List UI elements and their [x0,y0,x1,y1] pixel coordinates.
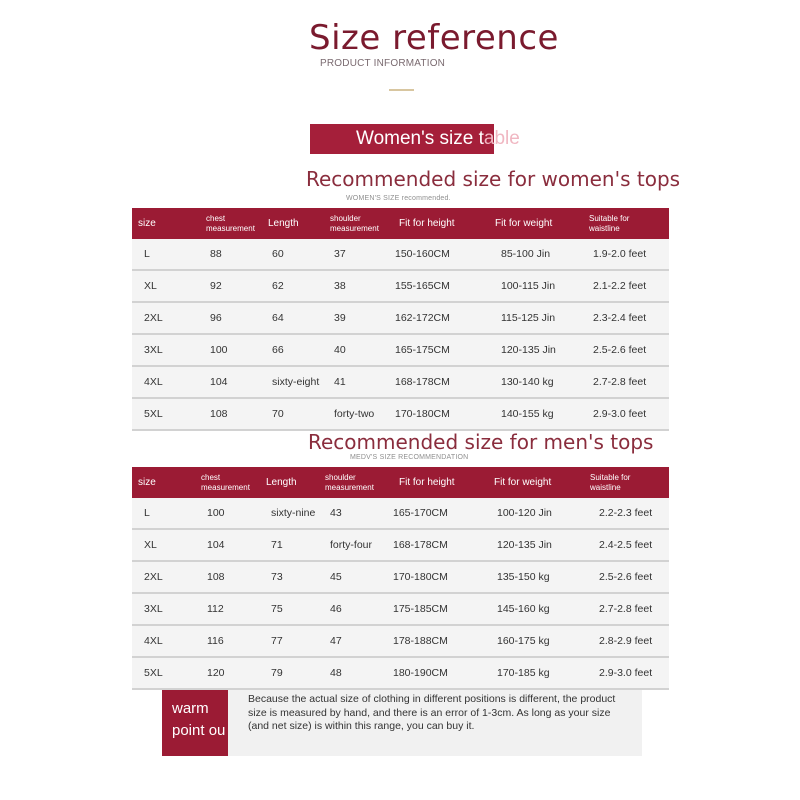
header-cell: Length [268,217,299,229]
table-row [132,562,669,594]
table-cell: 96 [210,312,222,324]
table-cell: 120 [207,667,225,679]
table-cell: 180-190CM [393,667,448,679]
table-row [132,626,669,658]
header-cell: Suitable for waistline [589,213,630,233]
table-cell: 145-160 kg [497,603,550,615]
table-cell: 40 [334,344,346,356]
table-cell: 155-165CM [395,280,450,292]
table-cell: 160-175 kg [497,635,550,647]
table-cell: 2.1-2.2 feet [593,280,647,292]
table-cell: 2XL [144,571,163,583]
table-cell: 170-180CM [395,408,450,420]
table-cell: 100-120 Jin [497,507,552,519]
table-cell: 2.4-2.5 feet [599,539,653,551]
table-cell: 116 [207,635,224,647]
table-cell: 135-150 kg [497,571,550,583]
table-cell: 2.7-2.8 feet [599,603,653,615]
table-cell: 130-140 kg [501,376,554,388]
table-cell: 64 [272,312,284,324]
warm-tip-label: warm point ou [162,690,228,756]
table-cell: 2.5-2.6 feet [593,344,647,356]
header-cell: chest measurement [206,213,255,233]
table-cell: 92 [210,280,222,292]
table-cell: 2.8-2.9 feet [599,635,653,647]
header-cell: Fit for weight [495,217,553,229]
header-cell: Length [266,476,297,488]
table-cell: 88 [210,248,222,260]
table-row [132,658,669,690]
table-cell: 120-135 Jin [501,344,556,356]
table-cell: 71 [271,539,283,551]
table-cell: 48 [330,667,342,679]
table-cell: 2.7-2.8 feet [593,376,647,388]
table-cell: 115-125 Jin [501,312,556,324]
header-cell: Fit for height [399,476,455,488]
table-cell: 2.5-2.6 feet [599,571,653,583]
header-cell: chest measurement [201,472,250,492]
table-cell: sixty-eight [272,376,320,388]
mens-size-table [132,467,669,690]
table-cell: 165-170CM [393,507,448,519]
table-cell: 162-172CM [395,312,450,324]
table-cell: 168-178CM [393,539,448,551]
table-cell: forty-two [334,408,375,420]
table-row [132,239,669,271]
table-row [132,335,669,367]
table-cell: XL [144,539,157,551]
table-cell: 1.9-2.0 feet [593,248,647,260]
table-cell: 2.3-2.4 feet [593,312,647,324]
table-row [132,271,669,303]
table-cell: 104 [207,539,225,551]
banner-label-faded: able [483,128,520,149]
gold-divider [389,89,414,91]
womens-table-title: Recommended size for women's tops [306,167,681,191]
warm-tip-text: Because the actual size of clothing in different positions is different, the product size is measured by hand, and there is an error of 1-3cm. As long as your size (and net size) is within this range, you can buy it. [228,690,642,756]
table-row [132,303,669,335]
table-cell: 168-178CM [395,376,450,388]
table-cell: 165-175CM [395,344,450,356]
table-row [132,399,669,431]
table-cell: 104 [210,376,228,388]
men-table-header [132,467,669,498]
mens-table-subtitle: MEDV'S SIZE RECOMMENDATION [350,454,469,461]
table-cell: 112 [207,603,224,615]
table-cell: 140-155 kg [501,408,554,420]
table-cell: 178-188CM [393,635,448,647]
table-cell: 3XL [144,344,163,356]
table-cell: 79 [271,667,283,679]
table-cell: 43 [330,507,342,519]
table-cell: 175-185CM [393,603,448,615]
table-cell: 150-160CM [395,248,450,260]
table-cell: L [144,507,150,519]
header-cell: shoulder measurement [325,472,374,492]
table-cell: 73 [271,571,283,583]
mens-table-title: Recommended size for men's tops [308,430,654,454]
womens-table-subtitle: WOMEN'S SIZE recommended. [346,195,451,202]
table-cell: 66 [272,344,284,356]
table-cell: 170-185 kg [497,667,550,679]
women-table-header [132,208,669,239]
table-row [132,498,669,530]
table-cell: 5XL [144,667,163,679]
table-cell: 60 [272,248,284,260]
womens-size-banner [310,124,520,154]
header-cell: Suitable for waistline [590,472,631,492]
page-title: Size reference [309,18,559,58]
table-cell: 37 [334,248,346,260]
table-cell: XL [144,280,157,292]
table-cell: 45 [330,571,342,583]
table-cell: 47 [330,635,342,647]
banner-label-solid: Women's size t [356,128,484,149]
table-cell: 108 [210,408,228,420]
table-cell: 62 [272,280,284,292]
table-cell: 4XL [144,635,163,647]
table-cell: 5XL [144,408,163,420]
table-cell: 39 [334,312,346,324]
table-cell: L [144,248,150,260]
table-row [132,530,669,562]
table-cell: 2.2-2.3 feet [599,507,653,519]
table-cell: 100 [210,344,228,356]
table-row [132,367,669,399]
table-row [132,594,669,626]
table-cell: 2.9-3.0 feet [599,667,653,679]
header-cell: shoulder measurement [330,213,379,233]
page-subtitle: PRODUCT INFORMATION [320,58,446,69]
table-cell: 2XL [144,312,163,324]
header-cell: Fit for weight [494,476,552,488]
table-cell: 38 [334,280,346,292]
table-cell: 108 [207,571,225,583]
table-cell: forty-four [330,539,373,551]
table-cell: 46 [330,603,342,615]
header-cell: Fit for height [399,217,455,229]
table-cell: sixty-nine [271,507,316,519]
womens-size-table [132,208,669,431]
table-cell: 41 [334,376,346,388]
table-cell: 120-135 Jin [497,539,552,551]
table-cell: 77 [271,635,283,647]
table-cell: 70 [272,408,284,420]
table-cell: 100-115 Jin [501,280,556,292]
table-cell: 100 [207,507,225,519]
header-cell: size [138,217,156,229]
table-cell: 4XL [144,376,163,388]
table-cell: 3XL [144,603,163,615]
table-cell: 170-180CM [393,571,448,583]
table-cell: 85-100 Jin [501,248,551,260]
header-cell: size [138,476,156,488]
table-cell: 75 [271,603,283,615]
table-cell: 2.9-3.0 feet [593,408,647,420]
